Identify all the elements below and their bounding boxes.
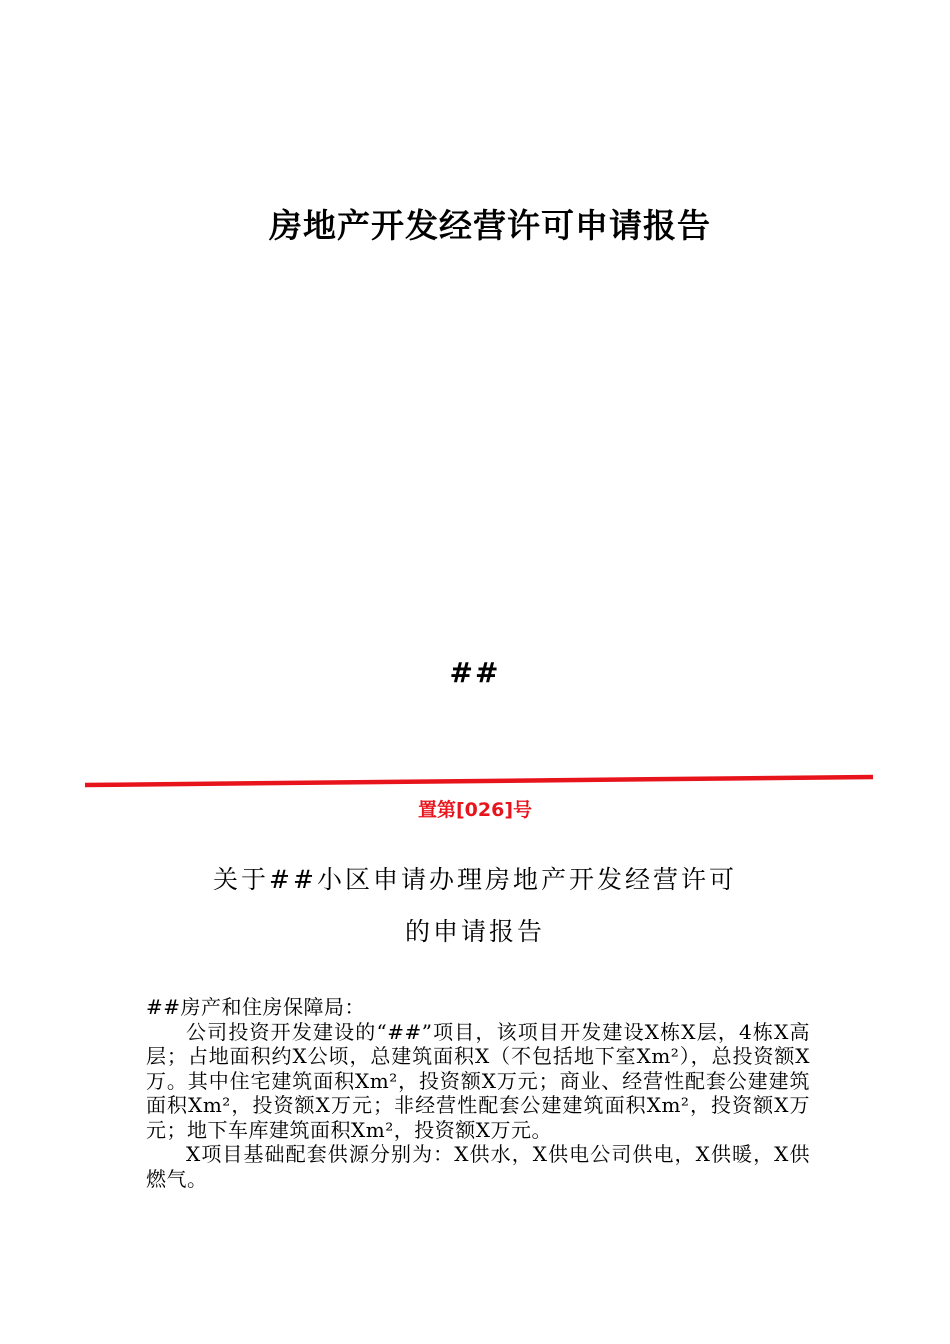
- salutation: ##房产和住房保障局：: [146, 995, 366, 1019]
- document-number: 置第[026]号: [417, 799, 533, 821]
- report-subject: [0, 854, 950, 958]
- red-divider-line: [0, 770, 950, 794]
- organization-name: ##: [449, 656, 501, 689]
- report-body: [146, 995, 810, 1191]
- subject-line-2: 的申请报告: [404, 917, 545, 946]
- cover-title: 房地产开发经营许可申请报告: [269, 206, 711, 245]
- subject-line-1: 关于##小区申请办理房地产开发经营许可: [213, 865, 737, 894]
- body-paragraph-2: X项目基础配套供源分别为：X供水，X供电公司供电，X供暖，X供燃气。: [146, 1142, 810, 1191]
- body-paragraph-1: 公司投资开发建设的“##”项目，该项目开发建设X栋X层，4栋X高层；占地面积约X公顷，总建筑面积X（不包括地下室Xm²），总投资额X万。其中住宅建筑面积Xm²，投资额X万元；商业、经营性配套公建建筑面积Xm²，投资额X万元；非经营性配套公建建筑面积Xm²，投资额X万元；地下车库建筑面积Xm²，投资额X万元。: [146, 1019, 810, 1142]
